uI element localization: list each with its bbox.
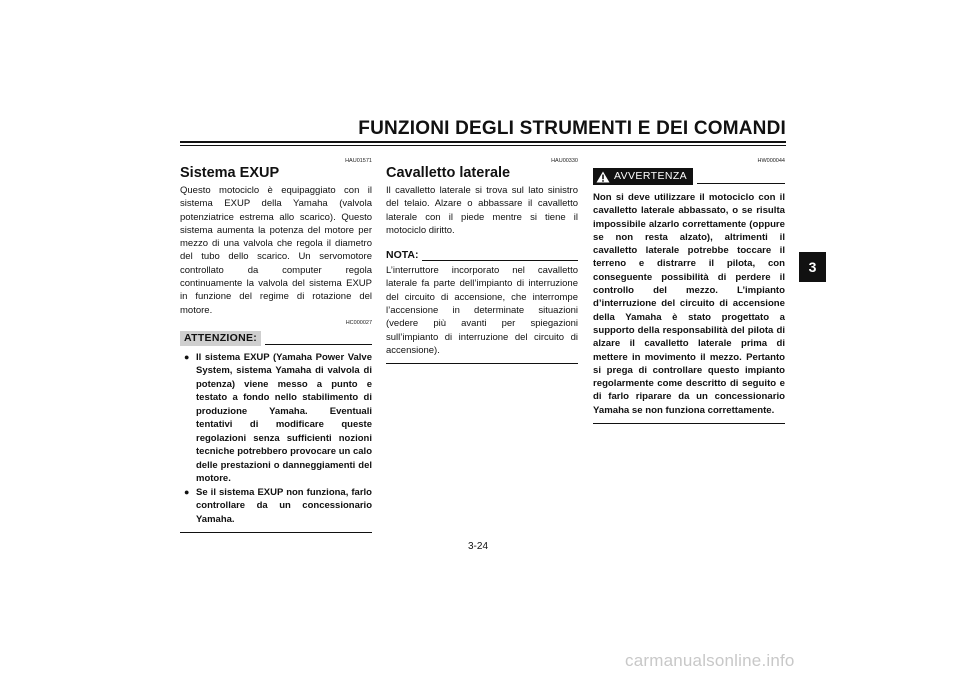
header-rule (180, 141, 786, 143)
section-title: Cavalletto laterale (386, 165, 511, 181)
section-title: Sistema EXUP (180, 165, 280, 181)
column-sidestand (386, 158, 578, 364)
page-number: 3-24 (468, 541, 489, 552)
chapter-tab: 3 (799, 252, 826, 282)
list-item (180, 486, 372, 527)
list-item-text: Il sistema EXUP (Yamaha Power Valve System, sistema Yamaha di valvola di potenza) viene messo a punto e testato a fondo nello stabilimento di produzione Yamaha. Eventuali tentativi di modificare queste regolazioni senza sufficienti nozioni tecniche potrebbero provocare un calo delle prestazioni o danneggiamenti del motore. (196, 351, 372, 485)
column-exup (180, 158, 372, 533)
note-label: NOTA: (386, 249, 419, 262)
attention-rule (265, 344, 372, 345)
header-rule-thin (180, 145, 786, 146)
page-header-title: FUNZIONI DEGLI STRUMENTI E DEI COMANDI (358, 118, 786, 139)
warning-triangle-icon (596, 171, 610, 183)
watermark: carmanualsonline.info (625, 651, 795, 670)
bullet-icon: ● (184, 351, 190, 362)
warning-label-box (593, 168, 693, 185)
warning-header (593, 168, 785, 185)
list-item (180, 351, 372, 486)
column-warning (593, 158, 785, 424)
list-item-text: Se il sistema EXUP non funziona, farlo controllare da un concessionario Yamaha. (196, 486, 372, 525)
attention-header (180, 331, 372, 346)
section-code: HAU00330 (551, 158, 578, 164)
note-header (386, 249, 578, 262)
notice-code: HC000027 (345, 319, 372, 326)
attention-list (180, 351, 372, 527)
bullet-icon: ● (184, 486, 190, 497)
warning-body: Non si deve utilizzare il motociclo con il cavalletto laterale abbassato, o se risulta impossibile alzarlo correttamente (oppure se non resta alzato), altrimenti il cavalletto laterale potrebbe toccare il terreno e distrarre il pilota, con conseguente possibilità di perdere il controllo del mezzo. L’impianto d’interruzione del circuito di accensione della Yamaha è stato progettato a supporto della responsabilità del pilota di alzare il cavalletto laterale prima di mettere in movimento il mezzo. Pertanto si prega di controllare questo impianto regolarmente come descritto di seguito e di farlo riparare da un concessionario Yamaha se non funziona correttamente. (593, 192, 785, 416)
attention-label: ATTENZIONE: (180, 331, 261, 346)
note-end-rule (386, 363, 578, 364)
note-body: L’interruttore incorporato nel cavalletto laterale fa parte dell’impianto di interruzione del circuito di accensione, che interrompe l’accensione in determinate situazioni (vedere più avanti per spiegazioni sull’impianto di interruzione del circuito di accensione). (386, 265, 578, 356)
warning-end-rule (593, 423, 785, 424)
section-body: Questo motociclo è equipaggiato con il sistema EXUP della Yamaha (valvola potenziatrice estrema allo scarico). Questo sistema aumenta la potenza del motore per mezzo di una valvola che regola il diametro del tubo dello scarico. Un servomotore controllato da computer regola continuamente la valvola del sistema EXUP in funzione del regime di rotazione del motore. (180, 185, 372, 316)
note-rule (422, 260, 578, 261)
section-body: Il cavalletto laterale si trova sul lato sinistro del telaio. Alzare o abbassare il cavalletto laterale con il piede mentre si tiene il motociclo diritto. (386, 185, 578, 236)
warning-code: HW000044 (757, 158, 785, 164)
section-code: HAU01571 (345, 158, 372, 164)
warning-rule (697, 183, 785, 184)
warning-label: AVVERTENZA (614, 170, 688, 182)
attention-end-rule (180, 532, 372, 533)
